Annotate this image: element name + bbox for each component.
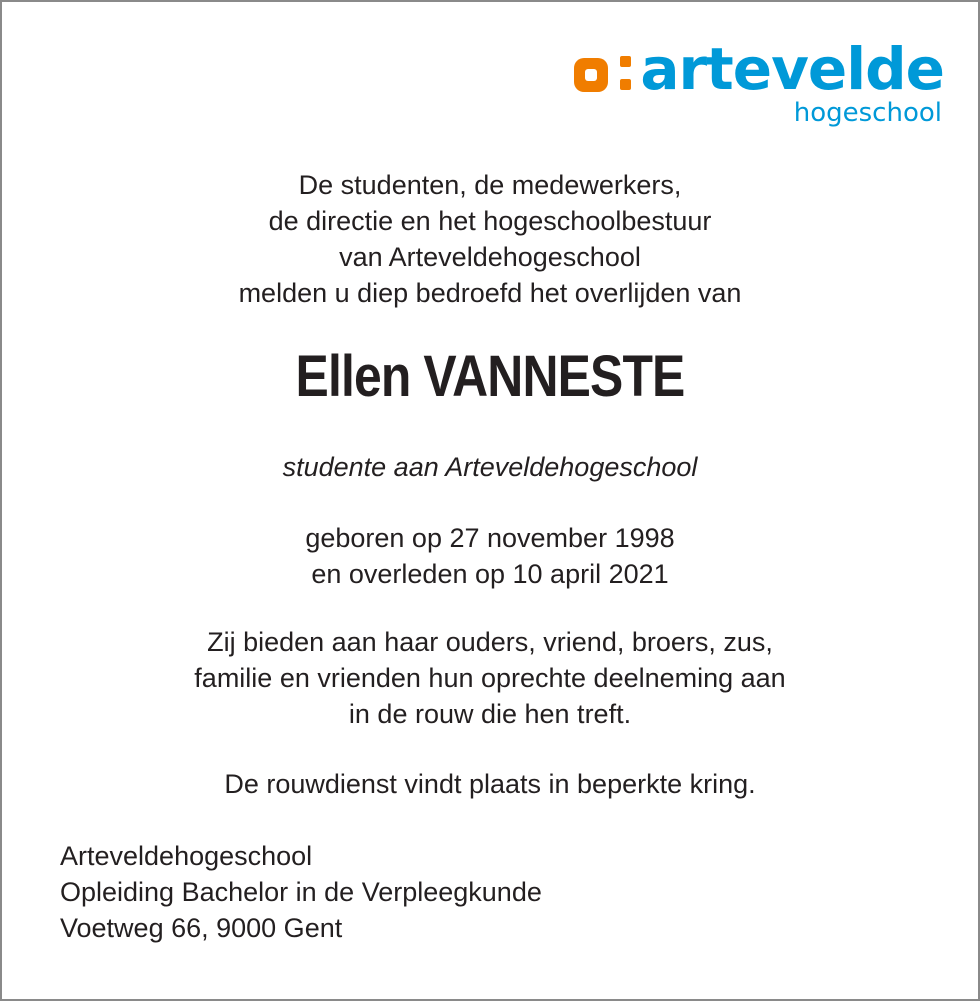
signature-line: Opleiding Bachelor in de Verpleegkunde: [60, 877, 542, 907]
condolence-line: Zij bieden aan haar ouders, vriend, broers, zus,: [207, 627, 773, 657]
intro-line: van Arteveldehogeschool: [339, 242, 641, 272]
condolence-text: [2, 624, 978, 732]
funeral-notice: De rouwdienst vindt plaats in beperkte kring.: [224, 769, 756, 799]
intro-line: melden u diep bedroefd het overlijden van: [238, 278, 742, 308]
dates-text: [2, 520, 978, 592]
signature-line: Voetweg 66, 9000 Gent: [60, 913, 343, 943]
deceased-role: studente aan Arteveldehogeschool: [282, 452, 698, 482]
condolence-line: familie en vrienden hun oprechte deelneming aan: [194, 663, 786, 693]
artevelde-logo: [574, 35, 944, 128]
deceased-name: Ellen VANNESTE: [295, 344, 685, 409]
logo-subtitle: hogeschool: [793, 98, 942, 128]
signature-line: Arteveldehogeschool: [60, 841, 313, 871]
intro-line: De studenten, de medewerkers,: [298, 170, 682, 200]
signature-block: [60, 838, 542, 946]
intro-line: de directie en het hogeschoolbestuur: [268, 206, 712, 236]
birth-date: geboren op 27 november 1998: [305, 523, 675, 553]
death-date: en overleden op 10 april 2021: [311, 559, 669, 589]
logo-wordmark: artevelde: [640, 35, 944, 103]
intro-text: [2, 167, 978, 311]
condolence-line: in de rouw die hen treft.: [348, 699, 632, 729]
logo-a-mark-icon: [574, 58, 608, 92]
logo-colon-icon: [618, 54, 634, 94]
